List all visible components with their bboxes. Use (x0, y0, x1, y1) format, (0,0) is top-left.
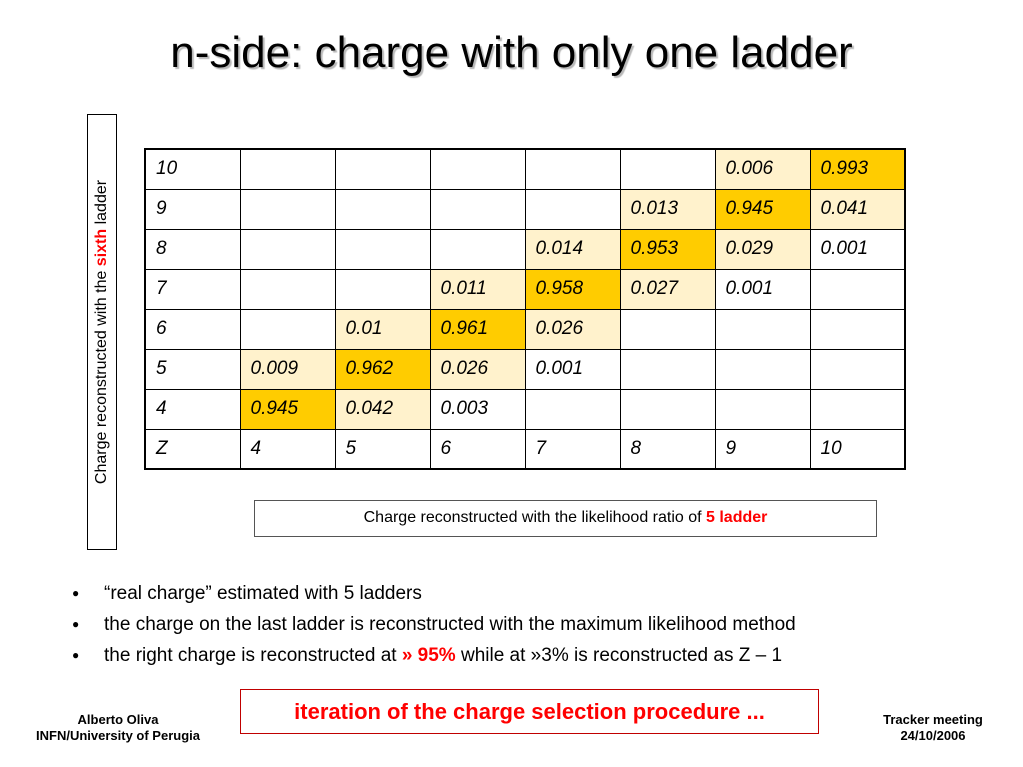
table-cell: 0.993 (810, 149, 905, 189)
slide-title: n-side: charge with only one ladder (170, 28, 853, 77)
table-cell (430, 189, 525, 229)
charge-matrix-table (144, 148, 906, 470)
list-item (70, 578, 796, 609)
footer-event-date: 24/10/2006 (900, 728, 966, 743)
table-cell: 6 (430, 429, 525, 469)
table-cell: 0.945 (715, 189, 810, 229)
table-cell (240, 309, 335, 349)
bullet-text-post: while at »3% is reconstructed as Z – 1 (455, 645, 783, 666)
table-row (145, 189, 905, 229)
footer-author-name: Alberto Oliva (77, 712, 159, 727)
table-cell (240, 189, 335, 229)
table-cell: 0.029 (715, 229, 810, 269)
table-cell (810, 269, 905, 309)
table-row (145, 309, 905, 349)
table-cell: 5 (335, 429, 430, 469)
table-cell (335, 269, 430, 309)
y-axis-label-box (87, 114, 117, 550)
bullet-text: “real charge” estimated with 5 ladders (104, 583, 422, 604)
table-cell: 0.953 (620, 229, 715, 269)
table-cell: 0.01 (335, 309, 430, 349)
table-cell: 0.003 (430, 389, 525, 429)
table-cell (240, 229, 335, 269)
bullet-list (70, 578, 796, 671)
table-cell (620, 309, 715, 349)
table-cell: 7 (525, 429, 620, 469)
table-cell: 0.011 (430, 269, 525, 309)
table-cell (525, 149, 620, 189)
table-row (145, 349, 905, 389)
y-axis-label-prefix: Charge reconstructed with the (93, 266, 110, 485)
callout-box: iteration of the charge selection procedure ... (240, 689, 819, 734)
table-cell (810, 349, 905, 389)
table-cell: 0.027 (620, 269, 715, 309)
table-cell (240, 269, 335, 309)
table-cell: 0.961 (430, 309, 525, 349)
y-axis-label-highlight: sixth (93, 228, 110, 267)
bullet-icon: ● (72, 648, 80, 662)
table-cell (335, 149, 430, 189)
table-cell: 0.962 (335, 349, 430, 389)
list-item (70, 640, 796, 671)
bullet-icon: ● (72, 586, 80, 600)
table-cell (335, 189, 430, 229)
table-cell: 4 (240, 429, 335, 469)
x-axis-label (254, 500, 877, 537)
bullet-text-pre: the right charge is reconstructed at (104, 645, 402, 666)
table-cell (525, 389, 620, 429)
table-cell: 0.001 (810, 229, 905, 269)
table-cell: 0.006 (715, 149, 810, 189)
table-cell: 5 (145, 349, 240, 389)
table-cell: 0.009 (240, 349, 335, 389)
x-axis-label-prefix: Charge reconstructed with the likelihood ratio of (363, 509, 707, 526)
footer-event-name: Tracker meeting (883, 712, 983, 727)
table-cell: Z (145, 429, 240, 469)
table-cell: 0.042 (335, 389, 430, 429)
table-cell (810, 309, 905, 349)
bullet-text: the charge on the last ladder is reconstructed with the maximum likelihood method (104, 614, 796, 635)
list-item (70, 609, 796, 640)
x-axis-label-highlight: 5 ladder (706, 509, 768, 526)
table-cell: 0.041 (810, 189, 905, 229)
table-cell: 8 (145, 229, 240, 269)
table-cell (715, 389, 810, 429)
table-cell: 6 (145, 309, 240, 349)
table-cell (525, 189, 620, 229)
table-cell: 0.001 (525, 349, 620, 389)
table-cell: 0.958 (525, 269, 620, 309)
footer-author-affiliation: INFN/University of Perugia (36, 728, 200, 743)
bullet-icon: ● (72, 617, 80, 631)
table-cell: 9 (145, 189, 240, 229)
table-cell: 0.001 (715, 269, 810, 309)
table-cell: 7 (145, 269, 240, 309)
table-cell (715, 349, 810, 389)
table-cell: 0.014 (525, 229, 620, 269)
y-axis-label-suffix: ladder (93, 179, 110, 229)
table-cell (620, 349, 715, 389)
table-cell: 8 (620, 429, 715, 469)
table-cell (715, 309, 810, 349)
table-cell: 9 (715, 429, 810, 469)
table-cell (430, 149, 525, 189)
table-cell (810, 389, 905, 429)
table-row (145, 229, 905, 269)
table-cell: 0.026 (430, 349, 525, 389)
table-cell (335, 229, 430, 269)
table-cell: 0.945 (240, 389, 335, 429)
y-axis-label (93, 180, 111, 484)
bullet-text-highlight: » 95% (401, 645, 456, 666)
table-row (145, 149, 905, 189)
table-cell: 4 (145, 389, 240, 429)
table-cell (430, 229, 525, 269)
table-cell: 0.026 (525, 309, 620, 349)
table-cell (620, 149, 715, 189)
table-cell (240, 149, 335, 189)
table-row (145, 269, 905, 309)
table-cell: 10 (145, 149, 240, 189)
table-cell: 0.013 (620, 189, 715, 229)
table-row (145, 429, 905, 469)
table-cell (620, 389, 715, 429)
table-cell: 10 (810, 429, 905, 469)
footer-author (8, 712, 228, 744)
table-row (145, 389, 905, 429)
footer-event (858, 712, 1008, 744)
